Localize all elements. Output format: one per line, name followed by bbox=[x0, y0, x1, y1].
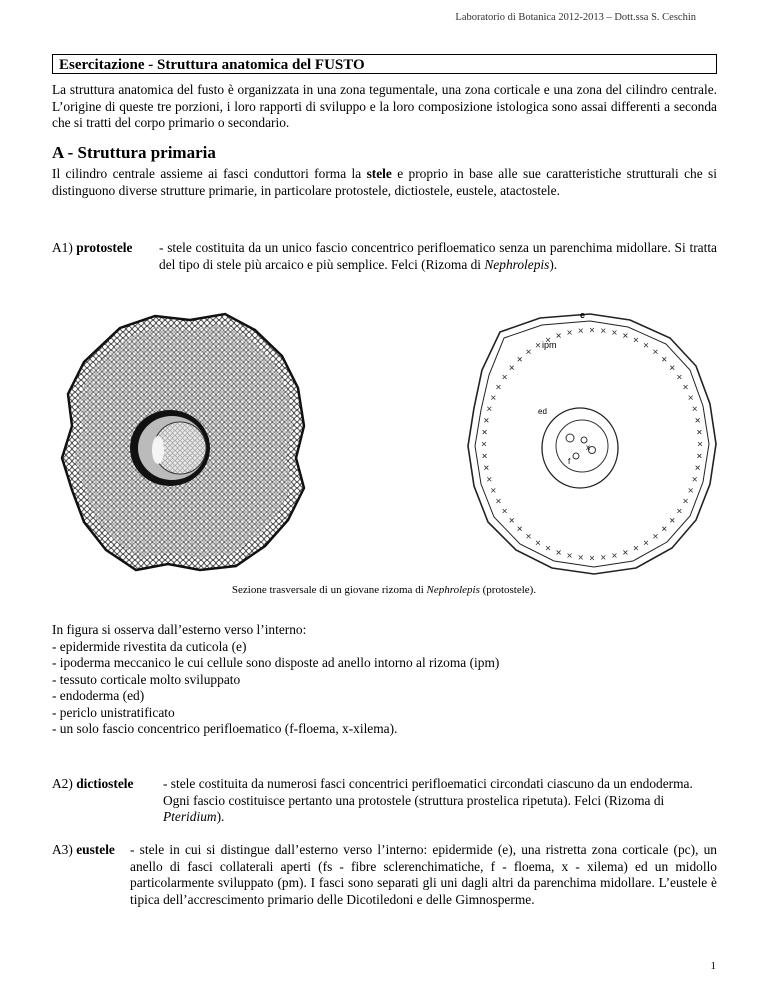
a1-text: - stele costituita da un unico fascio concentrico perifloematico senza un parenchima midollare. Si tratta del tipo di stele più arcaico e più semplice. Felci (Rizoma di Nephrolepis). bbox=[159, 240, 717, 272]
a1-label: A1) protostele bbox=[52, 240, 133, 255]
label-ed: ed bbox=[538, 407, 547, 416]
stele-term: stele bbox=[366, 166, 392, 181]
list-item: - ipoderma meccanico le cui cellule sono disposte ad anello intorno al rizoma (ipm) bbox=[52, 655, 500, 670]
a2-dictiostele bbox=[52, 776, 717, 826]
a3-label: A3) eustele bbox=[52, 842, 115, 857]
diagram-cross-section bbox=[460, 308, 728, 580]
list-item: - tessuto corticale molto sviluppato bbox=[52, 671, 241, 687]
section-a-heading: A - Struttura primaria bbox=[52, 143, 216, 162]
list-intro: In figura si osserva dall’esterno verso l’interno: bbox=[52, 622, 307, 637]
list-item: - periclo unistratificato bbox=[52, 704, 175, 720]
list-item: - un solo fascio concentrico perifloematico (f-floema, x-xilema). bbox=[52, 721, 398, 736]
label-f: f bbox=[568, 457, 571, 466]
page-number: 1 bbox=[710, 960, 716, 972]
label-e: e bbox=[580, 310, 586, 320]
a2-label: A2) dictiostele bbox=[52, 776, 134, 791]
epidermis-outline bbox=[468, 314, 716, 574]
list-item: - endoderma (ed) bbox=[52, 688, 145, 703]
label-ipm: ipm bbox=[542, 340, 557, 350]
running-header: Laboratorio di Botanica 2012-2013 – Dott.ssa S. Ceschin bbox=[455, 12, 696, 23]
section-a-paragraph: Il cilindro centrale assieme ai fasci conduttori forma la stele e proprio in base alle sue caratteristiche strutturali che si distinguono diverse strutture primarie, in particolare protostele, dictiostele, eustele, atactostele. bbox=[52, 166, 717, 198]
structure-list bbox=[52, 622, 717, 738]
figure-caption: Sezione trasversale di un giovane rizoma di Nephrolepis (protostele). bbox=[231, 584, 537, 596]
intro-paragraph: La struttura anatomica del fusto è organizzata in una zona tegumentale, una zona corticale e una zona del cilindro centrale. L’origine di queste tre porzioni, i loro rapporti di sviluppo e la loro composizione istologica sono assai differenti a seconda che si tratti del corpo primario o secondario. bbox=[52, 82, 717, 130]
a3-eustele bbox=[52, 842, 717, 908]
list-item: - epidermide rivestita da cuticola (e) bbox=[52, 638, 247, 654]
a2-text: - stele costituita da numerosi fasci concentrici perifloematici circondati ciascuno da un endoderma. Ogni fascio costituisce pertanto una protostele (struttura prostelica ripetuta). Felci (Rizoma di Pteridium). bbox=[163, 776, 693, 824]
a3-text: - stele in cui si distingue dall’esterno verso l’interno: epidermide (e), una ristretta zona corticale (pc), un anello di fasci collaterali aperti (fs - fibre sclerenchimatiche, f - floema, x - xilema) ed un midollo particolarmente sviluppato (pm). I fasci sono separati gli uni dagli altri da parenchima midollare. L’eustele è tipica dell’accrescimento primario delle Dicotiledoni e delle Gimnosperme. bbox=[130, 842, 717, 907]
a1-protostele bbox=[52, 240, 717, 273]
exercise-title: Esercitazione - Struttura anatomica del FUSTO bbox=[52, 54, 717, 74]
micrograph-cross-section bbox=[60, 308, 310, 578]
label-x: x bbox=[586, 443, 590, 452]
